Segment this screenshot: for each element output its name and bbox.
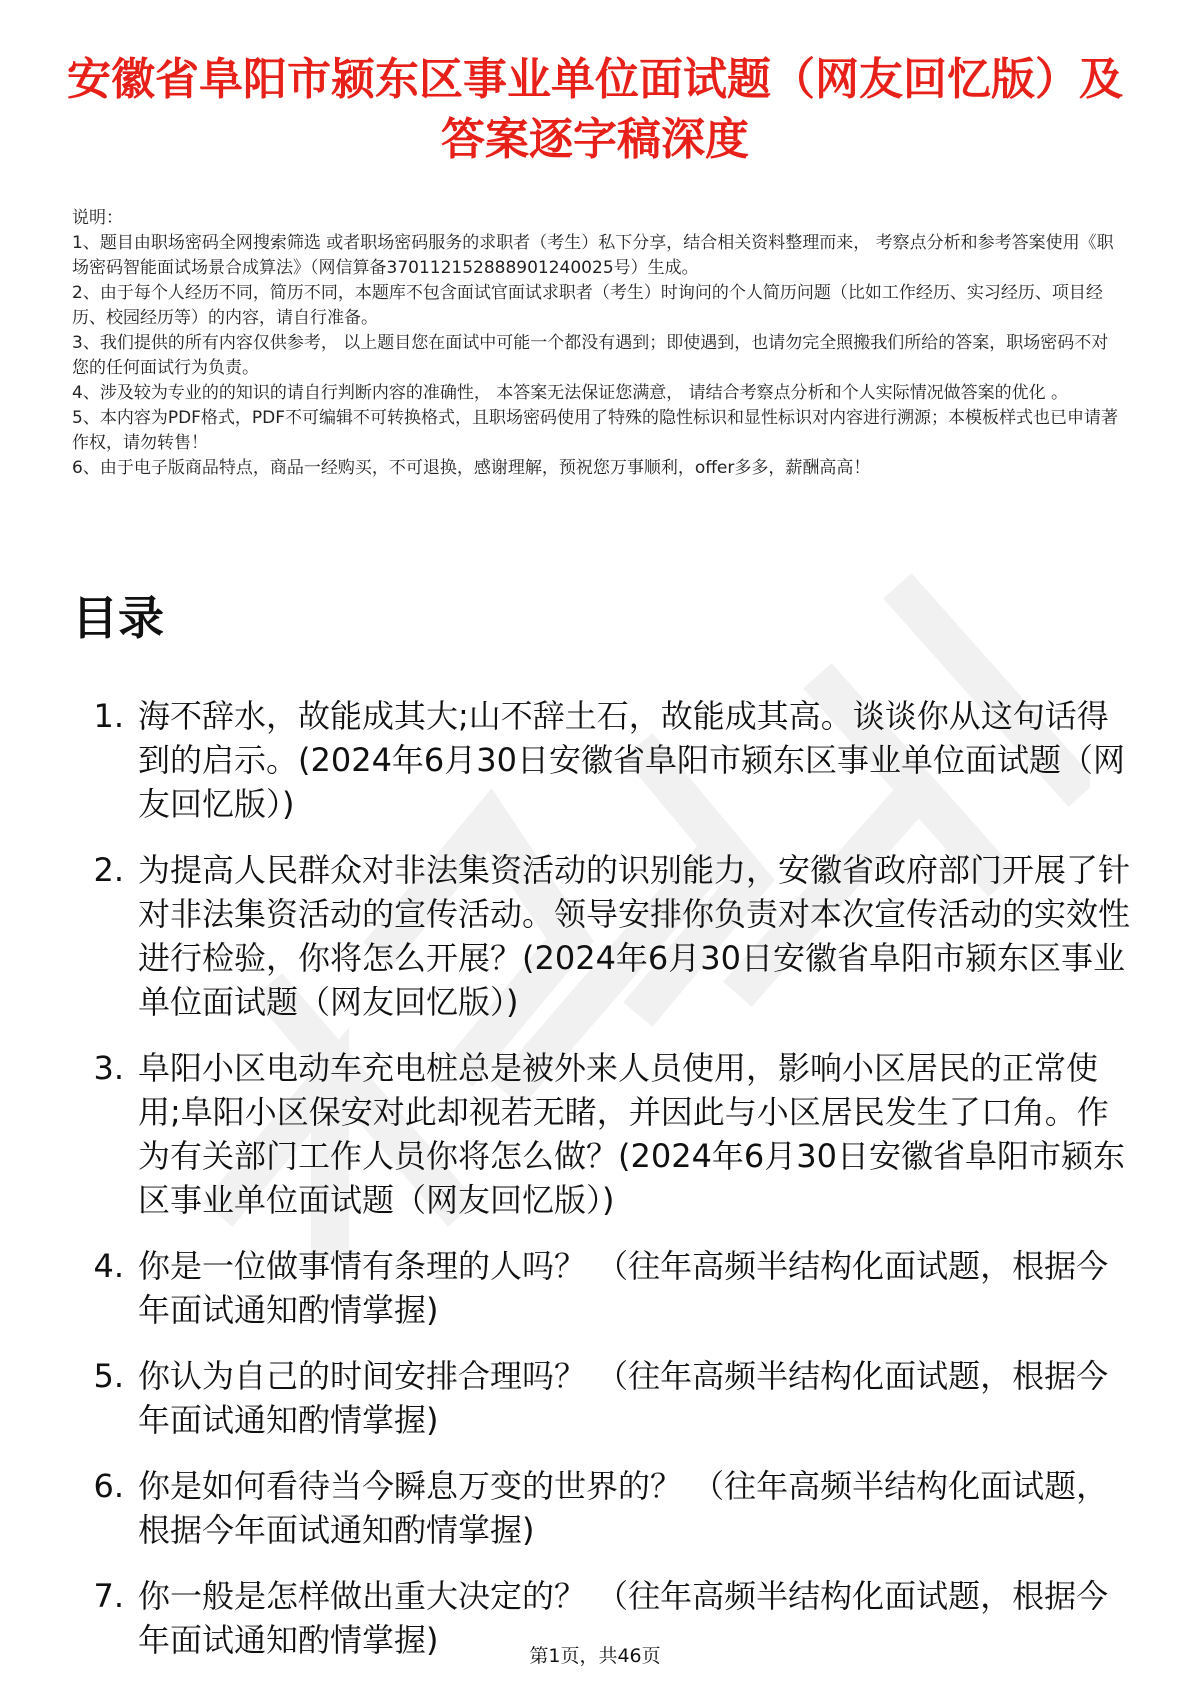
toc-item-3[interactable] — [72, 1046, 1132, 1222]
toc-item-number: 7. — [93, 1577, 124, 1615]
toc-item-number: 3. — [93, 1049, 124, 1087]
notes-section — [72, 206, 1122, 481]
toc-item-number: 1. — [93, 697, 124, 735]
page-number: 第1页，共46页 — [529, 1645, 661, 1667]
notes-item: 6、由于电子版商品特点，商品一经购买，不可退换，感谢理解，预祝您万事顺利，offer多多，薪酬高高！ — [72, 458, 871, 478]
notes-item: 3、我们提供的所有内容仅供参考， 以上题目您在面试中可能一个都没有遇到；即使遇到，也请勿完全照搬我们所给的答案，职场密码不对您的任何面试行为负责。 — [72, 333, 1109, 378]
toc-item-1[interactable] — [72, 694, 1132, 826]
toc-item-text: 海不辞水，故能成其大;山不辞土石，故能成其高。谈谈你从这句话得到的启示。(2024年6月30日安徽省阜阳市颍东区事业单位面试题（网友回忆版）) — [138, 697, 1126, 823]
toc-list — [72, 694, 1132, 1684]
document-title: 安徽省阜阳市颍东区事业单位面试题（网友回忆版）及答案逐字稿深度 — [67, 54, 1123, 165]
toc-item-4[interactable] — [72, 1244, 1132, 1332]
toc-item-text: 你认为自己的时间安排合理吗？ （往年高频半结构化面试题，根据今年面试通知酌情掌握) — [138, 1357, 1109, 1439]
toc-heading: 目录 — [72, 591, 164, 645]
toc-item-text: 你是一位做事情有条理的人吗？ （往年高频半结构化面试题，根据今年面试通知酌情掌握) — [138, 1247, 1109, 1329]
toc-item-6[interactable] — [72, 1464, 1132, 1552]
toc-item-text: 你一般是怎样做出重大决定的？ （往年高频半结构化面试题，根据今年面试通知酌情掌握) — [138, 1577, 1109, 1659]
toc-item-number: 4. — [93, 1247, 124, 1285]
toc-item-text: 你是如何看待当今瞬息万变的世界的？ （往年高频半结构化面试题，根据今年面试通知酌情掌握) — [138, 1467, 1109, 1549]
notes-item: 1、题目由职场密码全网搜索筛选 或者职场密码服务的求职者（考生）私下分享，结合相关资料整理而来， 考察点分析和参考答案使用《职场密码智能面试场景合成算法》（网信算备370112152888901240025号）生成。 — [72, 233, 1114, 278]
toc-item-text: 阜阳小区电动车充电桩总是被外来人员使用，影响小区居民的正常使用;阜阳小区保安对此却视若无睹，并因此与小区居民发生了口角。作为有关部门工作人员你将怎么做？(2024年6月30日安徽省阜阳市颍东区事业单位面试题（网友回忆版）) — [138, 1049, 1126, 1219]
toc-item-number: 2. — [93, 851, 124, 889]
toc-item-2[interactable] — [72, 848, 1132, 1024]
notes-item: 5、本内容为PDF格式，PDF不可编辑不可转换格式，且职场密码使用了特殊的隐性标识和显性标识对内容进行溯源；本模板样式也已申请著作权，请勿转售！ — [72, 408, 1119, 453]
notes-item: 2、由于每个人经历不同，简历不同，本题库不包含面试官面试求职者（考生）时询问的个人简历问题（比如工作经历、实习经历、项目经历、校园经历等）的内容，请自行准备。 — [72, 283, 1103, 328]
toc-item-number: 5. — [93, 1357, 124, 1395]
toc-item-text: 为提高人民群众对非法集资活动的识别能力，安徽省政府部门开展了针对非法集资活动的宣传活动。领导安排你负责对本次宣传活动的实效性进行检验，你将怎么开展？(2024年6月30日安徽省阜阳市颍东区事业单位面试题（网友回忆版）) — [138, 851, 1131, 1021]
toc-item-5[interactable] — [72, 1354, 1132, 1442]
toc-item-number: 6. — [93, 1467, 124, 1505]
notes-heading: 说明： — [72, 208, 123, 228]
notes-item: 4、涉及较为专业的的知识的请自行判断内容的准确性， 本答案无法保证您满意， 请结合考察点分析和个人实际情况做答案的优化 。 — [72, 383, 1069, 403]
